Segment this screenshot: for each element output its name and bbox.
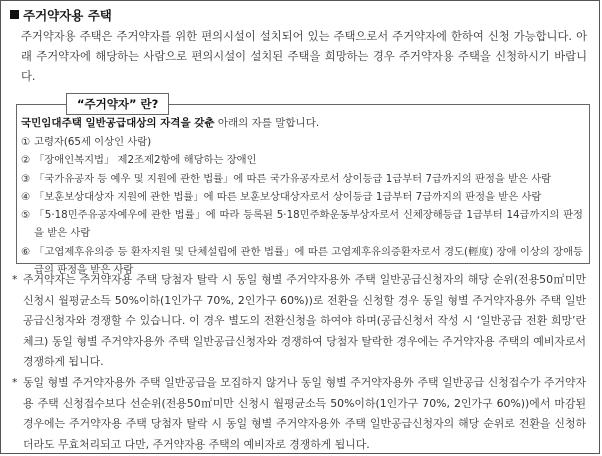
- asterisk-marker: *: [12, 273, 18, 286]
- criteria-text: 「고엽제후유의증 등 환자지원 및 단체설립에 관한 법률」에 따른 고엽제후유의증환자로서 경도(輕度) 장애 이상의 장애등급의 판정을 받은 사람: [34, 245, 583, 277]
- criteria-text: 「보훈보상대상자 지원에 관한 법률」에 따른 보훈보상대상자로서 상이등급 1급부터 7급까지의 판정을 받은 사람: [34, 190, 542, 203]
- black-square-bullet-icon: [10, 10, 19, 19]
- definition-intro: [21, 114, 319, 132]
- criteria-item: [21, 151, 583, 169]
- criteria-marker: ①: [21, 136, 31, 148]
- section-intro: 주거약자용 주택은 주거약자를 위한 편의시설이 설치되어 있는 주택으로서 주거약자에 한하여 신청 가능합니다. 아래 주거약자에 해당하는 사람으로 편의시설이 설치된 주택을 희망하는 경우 주거약자용 주택을 신청하시기 바랍니다.: [21, 30, 587, 83]
- criteria-text: 「장애인복지법」 제2조제2항에 해당하는 장애인: [34, 154, 257, 167]
- criteria-item: [21, 133, 583, 151]
- criteria-text: 「5·18민주유공자예우에 관한 법률」에 따라 등록된 5·18민주화운동부상자로서 신체장해등급 1급부터 14급까지의 판정을 받은 사람: [34, 209, 583, 240]
- criteria-marker: ②: [21, 154, 31, 167]
- criteria-marker: ③: [21, 172, 31, 185]
- criteria-item: [21, 170, 583, 188]
- notes-list: [12, 270, 586, 455]
- definition-box-label: “주거약자” 란?: [66, 93, 169, 115]
- section-title: [10, 7, 112, 24]
- note-text: 동일 형별 주거약자용外 주택 일반공급을 모집하지 않거나 동일 형별 주거약자용外 주택 일반공급 신청접수가 주거약자용 주택 신청접수보다 선순위(전용50㎡미만 신청시 월평균소득 50%이하(1인가구 70%, 2인가구 60%))에서 마감된 경우에는 주거약자용 주택 당첨자 탈락 시 동일 형별 주거약자용外 주택 일반공급신청자의 해당 순위로 전환을 신청하더라도 무효처리되고 다만, 주거약자용 주택의 예비자로 경쟁하게 됩니다.: [23, 375, 586, 451]
- note-text: 주거약자는 주거약자용 주택 당첨자 탈락 시 동일 형별 주거약자용外 주택 일반공급신청자의 해당 순위(전용50㎡미만 신청시 월평균소득 50%이하(1인가구 70%, 2인가구 60%))로 전환을 신청할 경우 동일 형별 주거약자용外 주택 일반공급신청자와 경쟁할 수 있습니다. 이 경우 별도의 전환신청을 하여야 하며(공급신청서 작성 시 ‘일반공급 전환 희망’란 체크) 동일 형별 주거약자용外 주택 일반공급신청자와 경쟁하여 당첨자 탈락한 경우에는 주거약자용 주택의 예비자로서 경쟁하게 됩니다.: [23, 273, 586, 369]
- definition-box: [16, 97, 590, 277]
- section-title-text: 주거약자용 주택: [23, 8, 112, 23]
- definition-intro-bold: 국민임대주택 일반공급대상의 자격을 갖춘: [21, 117, 215, 129]
- criteria-marker: ④: [21, 190, 31, 203]
- criteria-text: 고령자(65세 이상인 사람): [34, 136, 152, 148]
- criteria-marker: ⑥: [21, 245, 31, 258]
- asterisk-marker: *: [12, 375, 18, 389]
- criteria-list: [21, 133, 583, 279]
- note-item: [12, 373, 586, 455]
- definition-intro-rest: 아래의 자를 말합니다.: [214, 117, 320, 129]
- criteria-item: [21, 206, 583, 243]
- criteria-marker: ⑤: [21, 209, 31, 222]
- note-item: [12, 270, 586, 373]
- criteria-item: [21, 188, 583, 206]
- criteria-text: 「국가유공자 등 예우 및 지원에 관한 법률」에 따른 국가유공자로서 상이등급 1급부터 7급까지의 판정을 받은 사람: [34, 172, 552, 185]
